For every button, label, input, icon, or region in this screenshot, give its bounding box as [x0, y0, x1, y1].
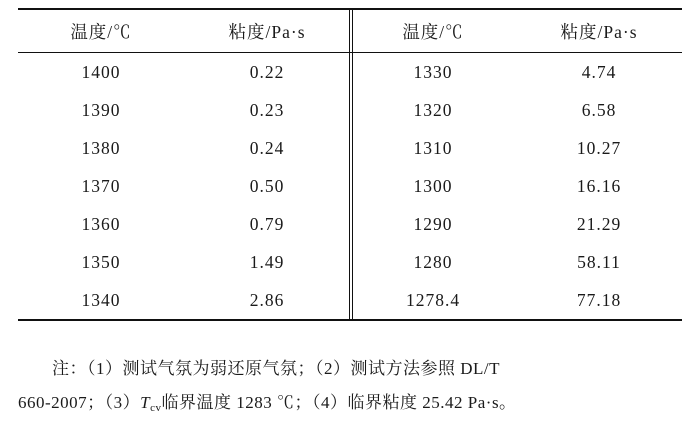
cell-viscosity-left: 0.24 [249, 137, 285, 158]
table-footnote [18, 352, 682, 422]
cell-temp-right: 1290 [413, 213, 453, 234]
viscosity-table-container [18, 8, 682, 321]
cell-viscosity-left: 1.49 [249, 251, 285, 272]
footnote-line-2-part-b: 临界温度 1283 ℃；（4）临界粘度 25.42 Pa·s。 [161, 393, 517, 412]
cell-temp-left: 1340 [81, 289, 121, 310]
column-header-viscosity-right: 粘度/Pa·s [560, 21, 638, 42]
cell-temp-left: 1360 [81, 213, 121, 234]
footnote-line-2-part-a: 660-2007；（3） [18, 393, 141, 412]
cell-viscosity-right: 10.27 [576, 137, 622, 158]
cell-viscosity-right: 16.16 [576, 175, 622, 196]
footnote-symbol-subscript: cv [150, 402, 162, 414]
cell-temp-left: 1400 [81, 61, 121, 82]
cell-viscosity-right: 58.11 [577, 251, 621, 272]
footnote-line-1: 注：（1）测试气氛为弱还原气氛；（2）测试方法参照 DL/T [52, 359, 501, 378]
cell-viscosity-left: 0.22 [249, 61, 285, 82]
cell-viscosity-left: 0.79 [249, 213, 285, 234]
cell-temp-left: 1370 [81, 175, 121, 196]
cell-viscosity-left: 0.50 [249, 175, 285, 196]
cell-temp-left: 1380 [81, 137, 121, 158]
cell-viscosity-right: 4.74 [581, 61, 617, 82]
cell-temp-left: 1350 [81, 251, 121, 272]
cell-viscosity-right: 21.29 [576, 213, 622, 234]
cell-temp-left: 1390 [81, 99, 121, 120]
cell-temp-right: 1278.4 [405, 289, 461, 310]
cell-viscosity-right: 77.18 [576, 289, 622, 310]
cell-temp-right: 1310 [413, 137, 453, 158]
footnote-line-2 [18, 386, 682, 422]
cell-temp-right: 1280 [413, 251, 453, 272]
cell-temp-right: 1320 [413, 99, 453, 120]
column-header-viscosity-left: 粘度/Pa·s [228, 21, 306, 42]
table-center-double-rule [349, 8, 353, 321]
footnote-symbol-T: T [140, 393, 151, 412]
cell-temp-right: 1300 [413, 175, 453, 196]
cell-viscosity-left: 2.86 [249, 289, 285, 310]
column-header-temp-left: 温度/℃ [70, 21, 132, 42]
cell-viscosity-right: 6.58 [581, 99, 617, 120]
cell-viscosity-left: 0.23 [249, 99, 285, 120]
cell-temp-right: 1330 [413, 61, 453, 82]
column-header-temp-right: 温度/℃ [402, 21, 464, 42]
